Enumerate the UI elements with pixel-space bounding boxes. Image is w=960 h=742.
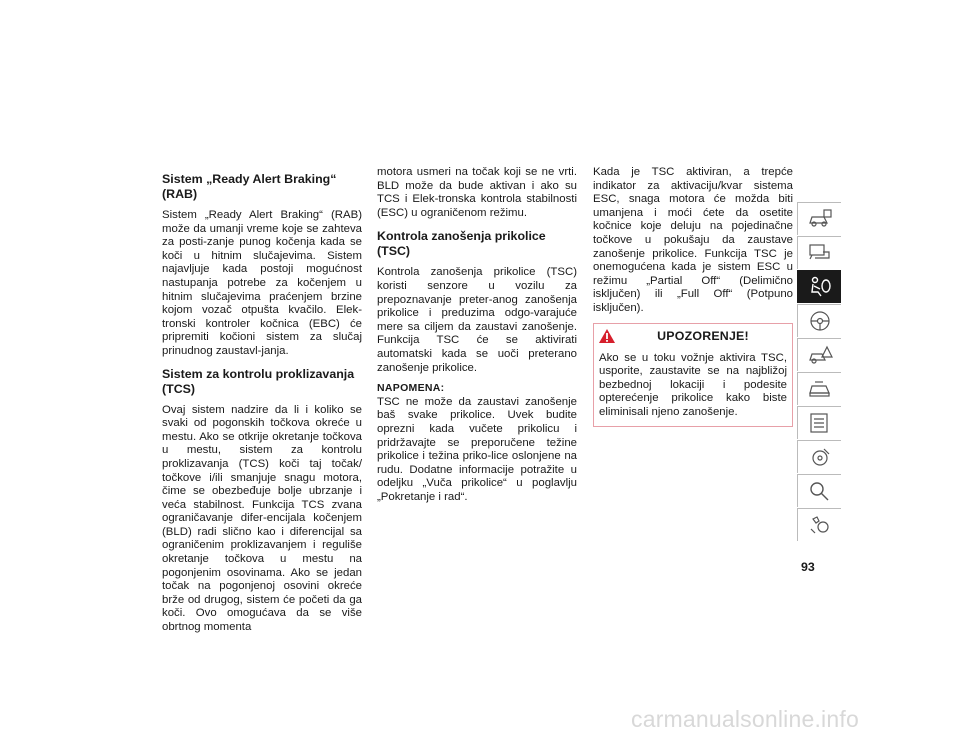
multimedia-icon — [807, 445, 833, 469]
chapter-tab-multimedia[interactable] — [797, 440, 841, 473]
warning-title: UPOZORENJE! — [657, 328, 749, 343]
languages-icon — [807, 513, 833, 537]
paragraph-bld: motora usmeri na točak koji se ne vrti. BLD može da bude aktivan i ako su TCS i Elek-tronska kontrola stabilnosti (ESC) u ograničenom režimu. — [377, 166, 577, 219]
watermark: carmanualsonline.info — [631, 706, 859, 732]
chapter-tab-dashboard[interactable] — [797, 236, 841, 269]
section-heading-rab: Sistem „Ready Alert Braking“ (RAB) — [162, 172, 337, 201]
chapter-tab-index[interactable] — [797, 474, 841, 507]
warning-text: Ako se u toku vožnje aktivira TSC, usporite, zaustavite se na najbližoj bezbednoj lokaciji i podesite opterećenje prikolice kako biste eliminisali njeno zanošenje. — [599, 351, 787, 418]
chapter-tab-service[interactable] — [797, 372, 841, 405]
car-info-icon — [807, 207, 833, 231]
column-1 — [162, 172, 362, 642]
page-number: 93 — [801, 560, 815, 574]
column-2 — [377, 166, 577, 511]
chapter-tab-emergency[interactable] — [797, 338, 841, 371]
chapter-tab-specifications[interactable] — [797, 406, 841, 439]
dashboard-message-icon — [807, 241, 833, 265]
chapter-tab-safety[interactable] — [797, 270, 841, 303]
specifications-list-icon — [807, 411, 833, 435]
paragraph-tcs: Ovaj sistem nadzire da li i koliko se svaki od pogonskih točkova okreće u mestu. Ako se otkrije okretanje točkova u mestu, sistem za kontrolu proklizavanja (TCS) koči taj točak/ točkove i/ili smanjuje snagu motora, čime se obezbeđuje bolje ubrzanje i veća stabilnost. Funkcija TCS zvana ograničavanje difer-encijala kočenjem (BLD) radi slično kao i diferencijal sa ograničenim proklizavanjem i reguliše okretanje točkova u mestu na pogonjenim osovinama. Ako se jedan točak na pogonjenoj osovini okreće brže od drugog, sistem će početi da ga koči. Ovo omogućava da se više obrtnog momenta — [162, 403, 362, 634]
section-heading-tsc: Kontrola zanošenja prikolice (TSC) — [377, 229, 546, 259]
warning-box — [593, 323, 793, 427]
warning-header — [594, 324, 792, 350]
paragraph-tsc-active: Kada je TSC aktiviran, a trepće indikator za aktivaciju/kvar sistema ESC, snaga motora će možda biti umanjena i moći ćete da osetite kočnice koje deluju na pojedinačne točkove u pokušaju da zaustave zanošenje prikolice. Funkcija TSC je onemogućena kada je sistem ESC u režimu „Partial Off“ (Delimično isključen) ili „Full Off“ (Potpuno isključen). — [593, 166, 793, 314]
section-heading-tcs: Sistem za kontrolu proklizavanja (TCS) — [162, 366, 355, 396]
paragraph-tsc: Kontrola zanošenja prikolice (TSC) koristi senzore u vozilu za prepoznavanje preter-anog zanošenja prikolice i preduzima odgo-varajuće mere sa ciljem da zaustavi zanošenje. Funkcija TSC će se aktivirati automatski kada se uoči preterano zanošenje prikolice. — [377, 266, 577, 374]
note-label: NAPOMENA: — [377, 382, 445, 395]
column-3 — [593, 166, 793, 427]
safety-airbag-icon — [807, 275, 833, 299]
note-text: TSC ne može da zaustavi zanošenje baš svake prikolice. Uvek budite oprezni kada vučete prikolicu i pridržavajte se preporučene težine prikolice i težina priko-lice oslonjene na rudu. Dodatne informacije potražite u odeljku „Vuča prikolice“ u poglavlju „Pokretanje i rad“. — [377, 395, 577, 503]
chapter-tabs — [797, 202, 841, 542]
steering-wheel-icon — [807, 309, 833, 333]
chapter-tab-vehicle[interactable] — [797, 202, 841, 235]
warning-triangle-icon — [598, 328, 616, 344]
chapter-tab-driving[interactable] — [797, 304, 841, 337]
roadside-warning-icon — [807, 343, 833, 367]
paragraph-rab: Sistem „Ready Alert Braking“ (RAB) može da umanji vreme koje se zahteva za posti-zanje punog kočenja kada se koči u hitnim slučajevima. Sistem najavljuje kada postoji mogućnost nastupanja potrebe za kočenjem u hitnim slučajevima praćenjem brzine kojom vozač otpušta kvačilo. Elek-tronski kontroler kočnica (EBC) će pripremiti kočioni sistem za slučaj prinudnog zaustavl-janja. — [162, 209, 362, 357]
car-service-icon — [807, 377, 833, 401]
index-search-icon — [807, 479, 833, 503]
chapter-tab-languages[interactable] — [797, 508, 841, 541]
